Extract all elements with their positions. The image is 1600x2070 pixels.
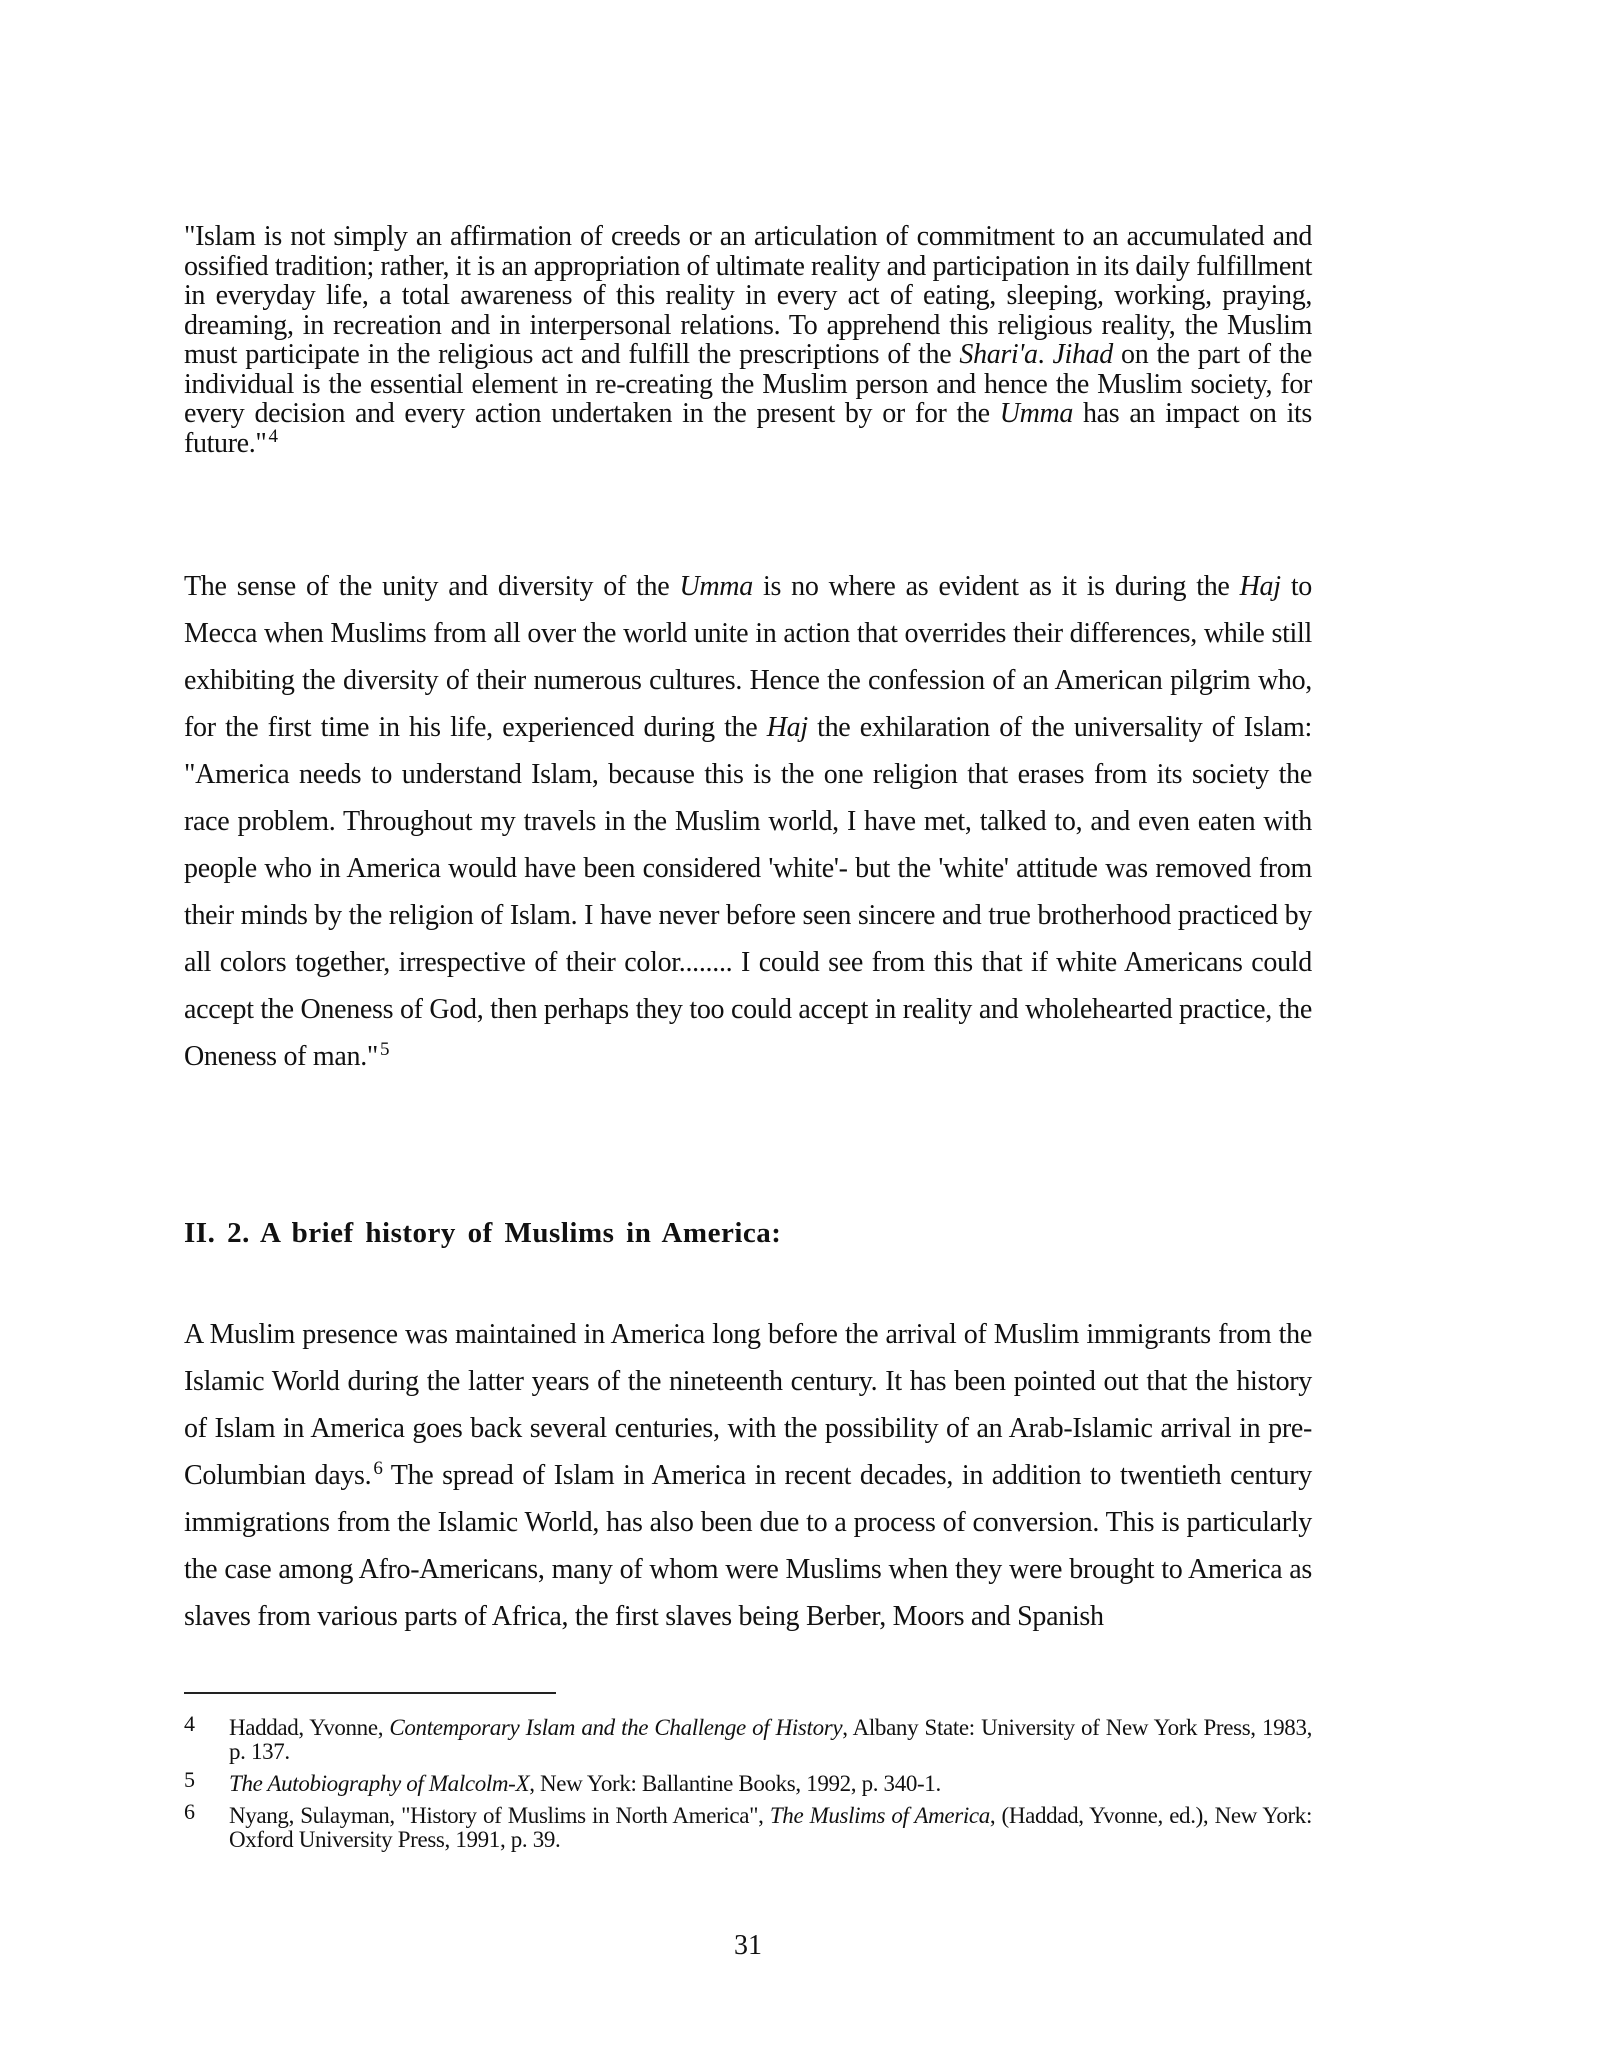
footnote-title: Contemporary Islam and the Challenge of History [389, 1715, 843, 1740]
paragraph-text: The sense of the unity and diversity of the [184, 571, 680, 602]
footnote-text: Haddad, Yvonne, [229, 1715, 390, 1740]
paragraph-text: the exhilaration of the universality of Islam: "America needs to understand Islam, because this is the one religion that erases from its society the race problem. Throughout my travels in the Muslim world, I have met, talked to, and even eaten with people who in America would have been considered 'white'- but the 'white' attitude was removed from their minds by the religion of Islam. I have never before seen sincere and true brotherhood practiced by all colors together, irrespective of their color........ I could see from this that if white Americans could accept the Oneness of God, then perhaps they too could accept in reality and wholehearted practice, the Oneness of man." [184, 712, 1312, 1072]
term-jihad: Jihad [1052, 339, 1113, 370]
footnote-number: 4 [184, 1711, 195, 1736]
footnote-text: , (Haddad, Yvonne, ed.), New York: Oxford University Press, 1991, p. 39. [229, 1803, 1312, 1852]
footnote-5 [184, 1767, 1312, 1796]
footnote-6 [184, 1799, 1312, 1852]
footnote-text: , Albany State: University of New York Press, 1983, p. 137. [229, 1715, 1312, 1764]
footnote-number: 6 [184, 1799, 195, 1824]
footnote-ref-6[interactable]: 6 [373, 1458, 383, 1479]
block-quote [184, 222, 1312, 458]
term-haj: Haj [1239, 571, 1281, 602]
paragraph-text: is no where as evident as it is during the [752, 571, 1240, 602]
footnote-separator [184, 1692, 556, 1694]
footnote-ref-4[interactable]: 4 [268, 425, 278, 447]
footnote-title: The Muslims of America [769, 1803, 990, 1828]
term-sharia: Shari'a [959, 339, 1038, 370]
footnote-text: , New York: Ballantine Books, 1992, p. 340-1. [529, 1771, 941, 1796]
quote-text: on the part of the individual is the essential element in re-creating the Muslim person and hence the Muslim society, for every decision and every action undertaken in the present by or for the [184, 339, 1312, 429]
quote-text: has an impact on its future." [184, 398, 1312, 459]
footnote-text: Nyang, Sulayman, "History of Muslims in North America", [229, 1803, 770, 1828]
paragraph-text: The spread of Islam in America in recent decades, in addition to twentieth century immigrations from the Islamic World, has also been due to a process of conversion. This is particularly the case among Afro-Americans, many of whom were Muslims when they were brought to America as slaves from various parts of Africa, the first slaves being Berber, Moors and Spanish [184, 1460, 1312, 1632]
footnote-title: The Autobiography of Malcolm-X [229, 1771, 530, 1796]
term-umma: Umma [679, 571, 753, 602]
paragraph-text: to Mecca when Muslims from all over the world unite in action that overrides their differences, while still exhibiting the diversity of their numerous cultures. Hence the confession of an American pilgrim who, for the first time in his life, experienced during the [184, 571, 1313, 743]
quote-text: "Islam is not simply an affirmation of creeds or an articulation of commitment to an accumulated and ossified tradition; rather, it is an appropriation of ultimate reality and participation in its daily fulfillment in everyday life, a total awareness of this reality in every act of eating, sleeping, working, praying, dreaming, in recreation and in interpersonal relations. To apprehend this religious reality, the Muslim must participate in the religious act and fulfill the prescriptions of the [184, 221, 1312, 370]
quote-text: . [1037, 339, 1053, 370]
paragraph-text: A Muslim presence was maintained in America long before the arrival of Muslim immigrants from the Islamic World during the latter years of the nineteenth century. It has been pointed out that the history of Islam in America goes back several centuries, with the possibility of an Arab-Islamic arrival in pre-Columbian days. [184, 1319, 1312, 1491]
footnotes [184, 1711, 1312, 1860]
body-paragraph-history [184, 1311, 1312, 1640]
body-paragraph-umma [184, 563, 1312, 1080]
footnote-number: 5 [184, 1767, 195, 1792]
footnote-4 [184, 1711, 1312, 1764]
footnote-ref-5[interactable]: 5 [380, 1039, 390, 1060]
term-umma: Umma [999, 398, 1073, 429]
term-haj: Haj [766, 712, 808, 743]
section-heading: II. 2. A brief history of Muslims in America: [184, 1217, 782, 1249]
page-number: 31 [734, 1930, 762, 1961]
